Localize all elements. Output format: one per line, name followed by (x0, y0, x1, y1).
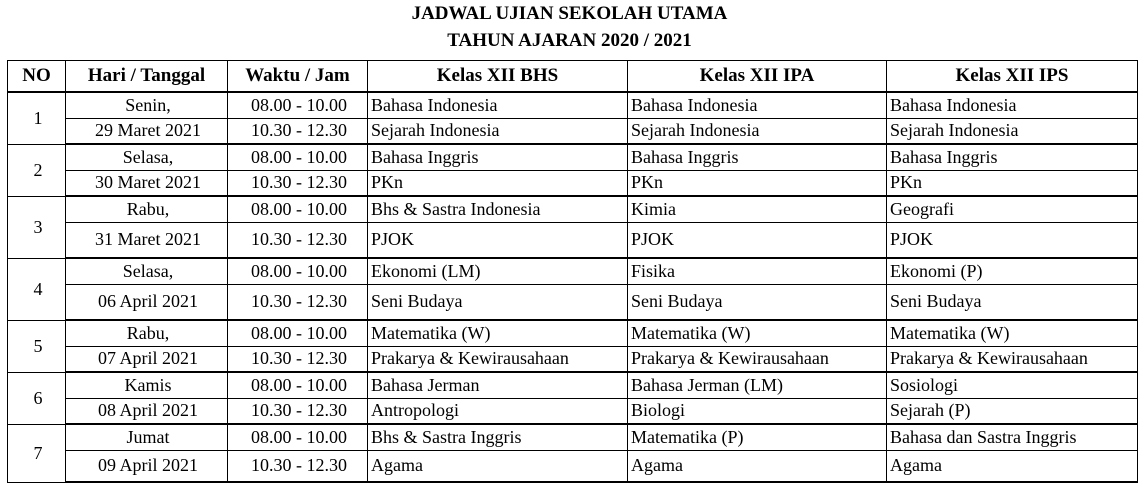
row-number: 6 (8, 372, 66, 424)
day-name: Senin, (66, 92, 228, 118)
day-name: Jumat (66, 424, 228, 450)
subject-bhs: Prakarya & Kewirausahaan (368, 346, 628, 372)
subject-ips: Geografi (887, 196, 1138, 222)
subject-bhs: PKn (368, 170, 628, 196)
subject-bhs: Bahasa Jerman (368, 372, 628, 398)
subject-ips: Bahasa Indonesia (887, 92, 1138, 118)
table-row (8, 222, 1138, 258)
table-row (8, 284, 1138, 320)
subject-ipa: PKn (628, 170, 887, 196)
table-row (8, 398, 1138, 424)
subject-bhs: Agama (368, 450, 628, 482)
day-date: 30 Maret 2021 (66, 170, 228, 196)
day-date: 07 April 2021 (66, 346, 228, 372)
header-no: NO (8, 61, 66, 93)
table-row (8, 258, 1138, 284)
table-row (8, 346, 1138, 372)
time-slot: 08.00 - 10.00 (228, 372, 368, 398)
subject-ips: Ekonomi (P) (887, 258, 1138, 284)
time-slot: 08.00 - 10.00 (228, 196, 368, 222)
header-class-bhs: Kelas XII BHS (368, 61, 628, 93)
time-slot: 10.30 - 12.30 (228, 222, 368, 258)
subject-ipa: Bahasa Jerman (LM) (628, 372, 887, 398)
time-slot: 08.00 - 10.00 (228, 424, 368, 450)
time-slot: 10.30 - 12.30 (228, 118, 368, 144)
time-slot: 08.00 - 10.00 (228, 92, 368, 118)
table-row (8, 450, 1138, 482)
subject-ipa: Seni Budaya (628, 284, 887, 320)
subject-ips: Agama (887, 450, 1138, 482)
day-date: 09 April 2021 (66, 450, 228, 482)
day-name: Rabu, (66, 320, 228, 346)
subject-bhs: Bahasa Indonesia (368, 92, 628, 118)
header-time: Waktu / Jam (228, 61, 368, 93)
subject-ipa: Fisika (628, 258, 887, 284)
subject-bhs: Antropologi (368, 398, 628, 424)
time-slot: 10.30 - 12.30 (228, 398, 368, 424)
subject-ips: PJOK (887, 222, 1138, 258)
time-slot: 10.30 - 12.30 (228, 284, 368, 320)
subject-ips: Seni Budaya (887, 284, 1138, 320)
subject-ips: Sejarah Indonesia (887, 118, 1138, 144)
table-row (8, 320, 1138, 346)
subject-bhs: Bahasa Inggris (368, 144, 628, 170)
table-row (8, 118, 1138, 144)
title-line-2: TAHUN AJARAN 2020 / 2021 (447, 30, 692, 51)
time-slot: 08.00 - 10.00 (228, 320, 368, 346)
time-slot: 08.00 - 10.00 (228, 258, 368, 284)
exam-schedule-table (7, 60, 1138, 483)
table-row (8, 424, 1138, 450)
subject-bhs: Bhs & Sastra Indonesia (368, 196, 628, 222)
subject-ipa: Sejarah Indonesia (628, 118, 887, 144)
header-class-ipa: Kelas XII IPA (628, 61, 887, 93)
table-row (8, 170, 1138, 196)
row-number: 3 (8, 196, 66, 258)
subject-ipa: Kimia (628, 196, 887, 222)
subject-bhs: Matematika (W) (368, 320, 628, 346)
subject-bhs: Ekonomi (LM) (368, 258, 628, 284)
subject-ips: Sosiologi (887, 372, 1138, 398)
row-number: 7 (8, 424, 66, 482)
day-name: Selasa, (66, 144, 228, 170)
day-name: Kamis (66, 372, 228, 398)
day-date: 29 Maret 2021 (66, 118, 228, 144)
subject-ips: Sejarah (P) (887, 398, 1138, 424)
schedule-body (8, 92, 1138, 482)
day-name: Selasa, (66, 258, 228, 284)
subject-bhs: Sejarah Indonesia (368, 118, 628, 144)
time-slot: 08.00 - 10.00 (228, 144, 368, 170)
row-number: 5 (8, 320, 66, 372)
header-day: Hari / Tanggal (66, 61, 228, 93)
table-row (8, 196, 1138, 222)
subject-ipa: Matematika (W) (628, 320, 887, 346)
table-row (8, 372, 1138, 398)
subject-ips: Bahasa Inggris (887, 144, 1138, 170)
subject-ipa: Prakarya & Kewirausahaan (628, 346, 887, 372)
subject-ipa: PJOK (628, 222, 887, 258)
table-row (8, 144, 1138, 170)
subject-bhs: Bhs & Sastra Inggris (368, 424, 628, 450)
header-row (8, 61, 1138, 93)
title-line-1: JADWAL UJIAN SEKOLAH UTAMA (411, 3, 728, 24)
time-slot: 10.30 - 12.30 (228, 450, 368, 482)
day-date: 31 Maret 2021 (66, 222, 228, 258)
row-number: 2 (8, 144, 66, 196)
subject-bhs: Seni Budaya (368, 284, 628, 320)
time-slot: 10.30 - 12.30 (228, 346, 368, 372)
day-date: 06 April 2021 (66, 284, 228, 320)
subject-ips: PKn (887, 170, 1138, 196)
time-slot: 10.30 - 12.30 (228, 170, 368, 196)
subject-ips: Matematika (W) (887, 320, 1138, 346)
row-number: 4 (8, 258, 66, 320)
subject-ipa: Matematika (P) (628, 424, 887, 450)
day-name: Rabu, (66, 196, 228, 222)
document-title (0, 0, 1139, 54)
table-row (8, 92, 1138, 118)
subject-ips: Prakarya & Kewirausahaan (887, 346, 1138, 372)
subject-ips: Bahasa dan Sastra Inggris (887, 424, 1138, 450)
subject-ipa: Agama (628, 450, 887, 482)
subject-ipa: Bahasa Inggris (628, 144, 887, 170)
day-date: 08 April 2021 (66, 398, 228, 424)
subject-ipa: Biologi (628, 398, 887, 424)
row-number: 1 (8, 92, 66, 144)
subject-bhs: PJOK (368, 222, 628, 258)
subject-ipa: Bahasa Indonesia (628, 92, 887, 118)
header-class-ips: Kelas XII IPS (887, 61, 1138, 93)
